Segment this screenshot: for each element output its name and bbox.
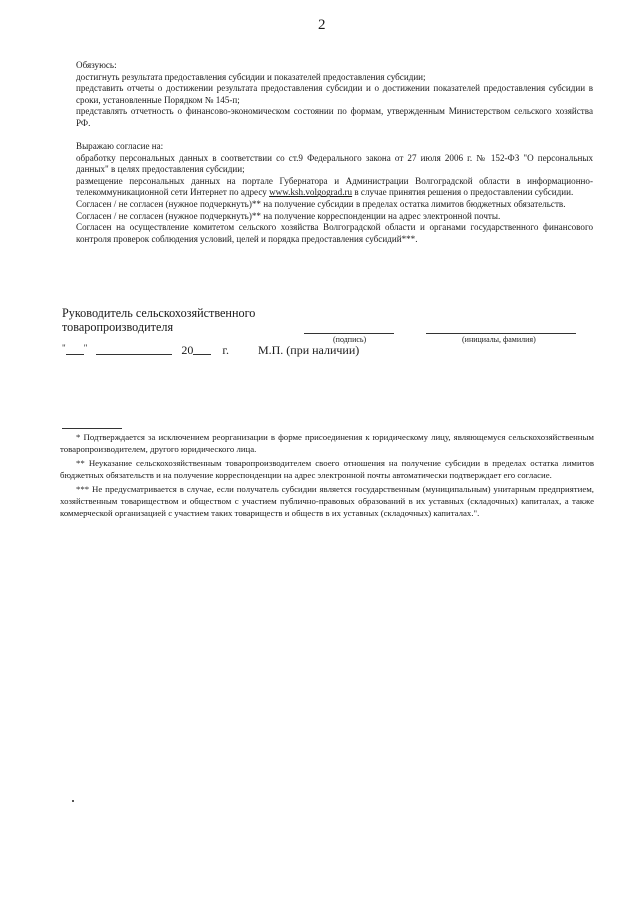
day-blank (66, 344, 84, 355)
quote-close: " (83, 343, 88, 353)
obligation-item: представлять отчетность о финансово-экономическом состоянии по формам, утвержденным Министерством сельского хозяйства РФ. (76, 106, 593, 128)
signature-line (304, 333, 394, 334)
date-line (62, 343, 359, 358)
consent-section (76, 141, 593, 245)
agreement-email: Согласен / не согласен (нужное подчеркнуть)** на получение корреспонденции на адрес электронной почты. (76, 210, 501, 221)
year-suffix: г. (222, 343, 229, 357)
month-blank (96, 344, 172, 355)
obligation-item: представить отчеты о достижении результата предоставления субсидии и о достижении показателей предоставления субсидии в сроки, установленные Порядком № 145-п; (76, 83, 593, 105)
signature-caption: (подпись) (333, 335, 367, 344)
portal-link[interactable]: www.ksh.volgograd.ru (269, 187, 353, 198)
consent-item-text: в случае принятия решения о предоставлении субсидии. (352, 187, 574, 198)
signatory-title-line: товаропроизводителя (62, 320, 174, 334)
signatory-title (62, 306, 255, 334)
signatory-title-line: Руководитель сельскохозяйственного (62, 306, 256, 320)
consent-heading: Выражаю согласие на: (76, 141, 164, 151)
footnote-separator (62, 428, 122, 429)
agreement-inspection: Согласен на осуществление комитетом сельского хозяйства Волгоградской области и органами государственного финансового контроля проверок соблюдения условий, целей и порядка предоставления субсидий***. (76, 222, 593, 244)
consent-item-text: размещение персональных данных на портале Губернатора и Администрации Волгоградской области в информационно-телекоммуникационной сети Интернет по адресу (76, 175, 593, 198)
consent-item (76, 176, 593, 199)
name-line (426, 333, 576, 334)
page-number: 2 (318, 17, 326, 33)
obligations-heading: Обязуюсь: (76, 60, 117, 70)
obligation-item: достигнуть результата предоставления субсидии и показателей предоставления субсидии; (76, 71, 426, 82)
scan-speck (72, 800, 74, 802)
obligations-section (76, 60, 593, 130)
consent-item: обработку персональных данных в соответствии со ст.9 Федерального закона от 27 июля 2006 г. № 152-ФЗ "О персональных данных" в целях предоставления субсидии; (76, 152, 593, 175)
year-prefix: 20 (181, 343, 194, 357)
footnote: * Подтверждается за исключением реорганизации в форме присоединения к юридическому лицу, являющемуся сельскохозяйственным товаропроизводителем, другого юридического лица. (60, 432, 594, 454)
quote-open: " (62, 343, 66, 353)
footnote: ** Неуказание сельскохозяйственным товаропроизводителем своего отношения на получение субсидии в пределах остатка лимитов бюджетных обязательств и на получение корреспонденции на адрес электронной почты автоматически подтверждает его согласие. (60, 458, 594, 480)
name-caption: (инициалы, фамилия) (462, 335, 536, 344)
agreement-subsidy: Согласен / не согласен (нужное подчеркнуть)** на получение субсидии в пределах остатка лимитов бюджетных обязательств. (76, 198, 566, 209)
stamp-note: М.П. (при наличии) (257, 343, 360, 357)
year-blank (193, 344, 211, 355)
footnote: *** Не предусматривается в случае, если получатель субсидии является государственным (муниципальным) унитарным предприятием, хозяйственным товариществом и обществом с участием публично-правовых образований в их уставных (складочных) капиталах, а также коммерческой организацией с участием таких товариществ и обществ в их уставных (складочных) капиталах.". (60, 484, 594, 518)
footnotes (60, 432, 594, 522)
